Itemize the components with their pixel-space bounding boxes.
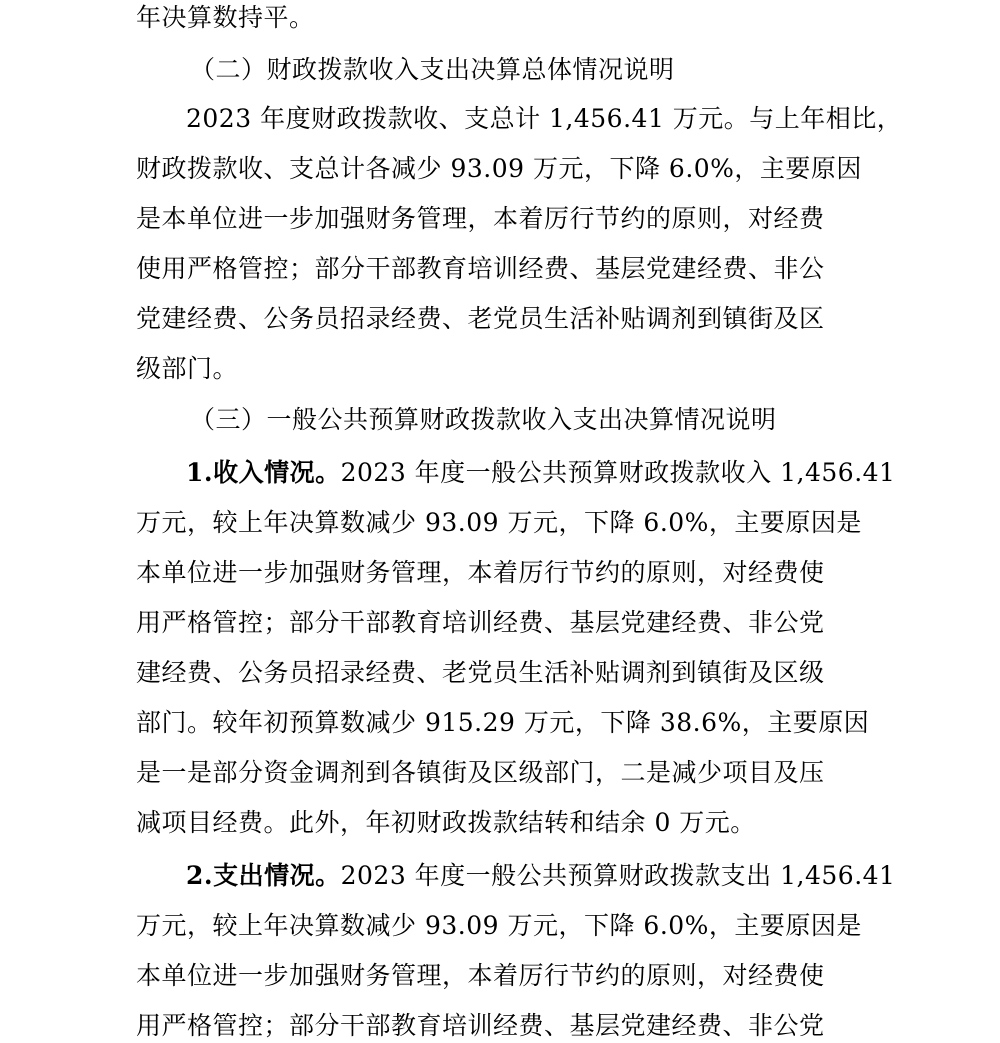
paragraph-line [136,956,876,996]
line-text: 本单位进一步加强财务管理，本着厉行节约的原则，对经费使 [136,558,825,587]
line-text: 2023 年度一般公共预算财政拨款支出 1,456.41 [340,861,896,890]
section-heading-3 [190,400,876,440]
line-text: 2023 年度一般公共预算财政拨款收入 1,456.41 [340,458,896,487]
paragraph-line [136,553,876,593]
heading-text: （二）财政拨款收入支出决算总体情况说明 [190,55,675,84]
paragraph-line [136,753,876,793]
paragraph-line [136,906,876,946]
paragraph-line [186,99,903,139]
paragraph-line [136,803,876,843]
line-text: 本单位进一步加强财务管理，本着厉行节约的原则，对经费使 [136,961,825,990]
paragraph-line [186,453,896,493]
line-text: 用严格管控；部分干部教育培训经费、基层党建经费、非公党 [136,1011,825,1040]
paragraph-line [186,856,896,896]
paragraph-line [136,149,876,189]
paragraph-line [136,703,876,743]
heading-text: （三）一般公共预算财政拨款收入支出决算情况说明 [190,405,777,434]
line-text: 2023 年度财政拨款收、支总计 1,456.41 万元。与上年相比， [186,104,903,133]
line-text: 用严格管控；部分干部教育培训经费、基层党建经费、非公党 [136,608,825,637]
line-text: 年决算数持平。 [136,3,315,32]
paragraph-line [136,0,876,38]
paragraph-line [136,603,876,643]
paragraph-line [136,299,876,339]
paragraph-line [136,249,876,289]
paragraph-line [136,1006,876,1043]
paragraph-line [136,349,876,389]
line-text: 万元，较上年决算数减少 93.09 万元，下降 6.0%，主要原因是 [136,508,862,537]
line-text: 级部门。 [136,354,239,383]
section-heading-2 [190,50,876,90]
line-text: 是本单位进一步加强财务管理，本着厉行节约的原则，对经费 [136,204,825,233]
line-text: 是一是部分资金调剂到各镇街及区级部门，二是减少项目及压 [136,758,825,787]
paragraph-line [136,653,876,693]
expenditure-lead: 2.支出情况。 [186,861,341,890]
line-text: 使用严格管控；部分干部教育培训经费、基层党建经费、非公 [136,254,825,283]
line-text: 党建经费、公务员招录经费、老党员生活补贴调剂到镇街及区 [136,304,825,333]
line-text: 减项目经费。此外，年初财政拨款结转和结余 0 万元。 [136,808,756,837]
line-text: 财政拨款收、支总计各减少 93.09 万元，下降 6.0%，主要原因 [136,154,862,183]
paragraph-line [136,199,876,239]
line-text: 部门。较年初预算数减少 915.29 万元，下降 38.6%，主要原因 [136,708,870,737]
line-text: 万元，较上年决算数减少 93.09 万元，下降 6.0%，主要原因是 [136,911,862,940]
line-text: 建经费、公务员招录经费、老党员生活补贴调剂到镇街及区级 [136,658,825,687]
paragraph-line [136,503,876,543]
income-lead: 1.收入情况。 [186,458,341,487]
